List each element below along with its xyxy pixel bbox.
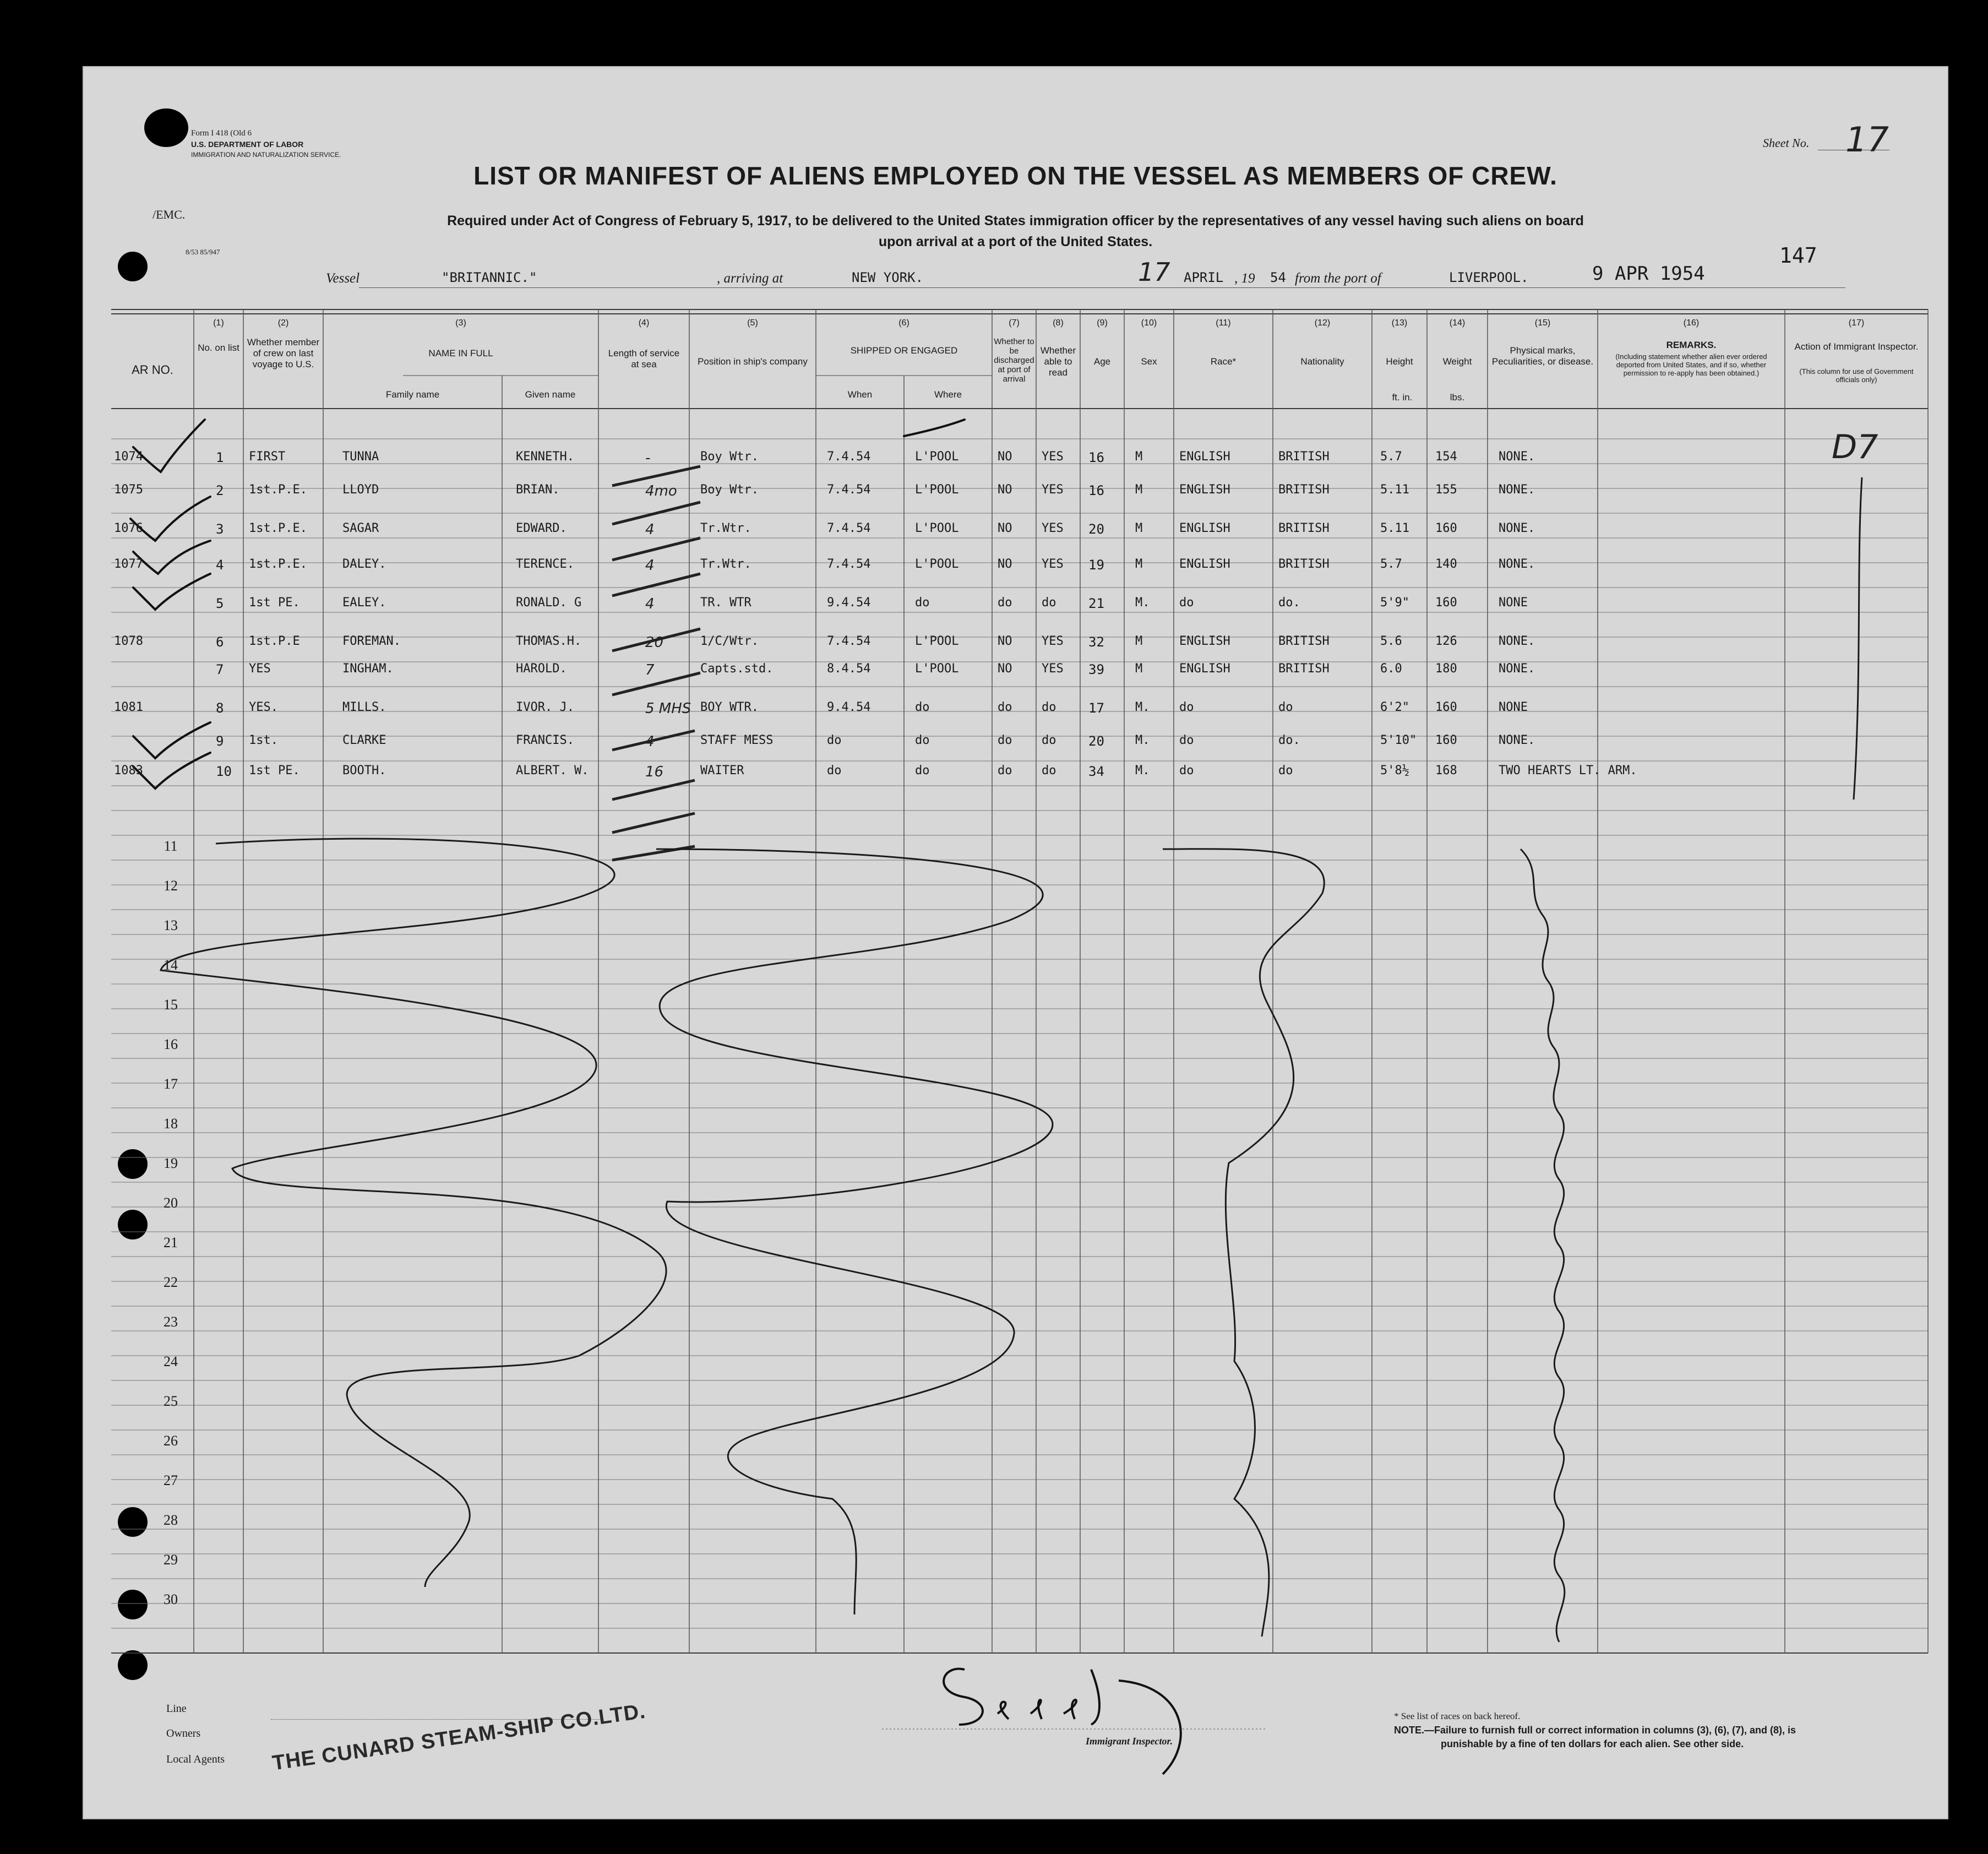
cell-when: 8.4.54 bbox=[827, 662, 871, 676]
cell-weight: 126 bbox=[1435, 634, 1457, 648]
row-number: 25 bbox=[164, 1393, 178, 1409]
cell-position: WAITER bbox=[700, 764, 744, 778]
cell-sex: M bbox=[1135, 634, 1143, 648]
header-given-name: Given name bbox=[525, 389, 576, 400]
row-number: 21 bbox=[164, 1235, 178, 1251]
cell-given: BRIAN. bbox=[516, 483, 560, 497]
cell-read: YES bbox=[1042, 450, 1064, 464]
cell-discharged: NO bbox=[998, 483, 1012, 497]
cell-no: 7 bbox=[216, 662, 224, 677]
row-number: 17 bbox=[164, 1076, 178, 1092]
cell-position: 1/C/Wtr. bbox=[700, 634, 759, 648]
vessel-name: "BRITANNIC." bbox=[442, 270, 537, 285]
cell-prev: 1st PE. bbox=[249, 596, 300, 610]
cell-read: do bbox=[1042, 733, 1056, 747]
cell-read: YES bbox=[1042, 557, 1064, 571]
header-shipped-engaged: SHIPPED OR ENGAGED bbox=[850, 345, 958, 356]
cell-given: RONALD. G bbox=[516, 596, 582, 610]
cell-weight: 160 bbox=[1435, 521, 1457, 535]
cell-sex: M. bbox=[1135, 733, 1150, 747]
cell-service: 16 bbox=[645, 764, 664, 780]
cell-marks: NONE. bbox=[1499, 634, 1535, 648]
cell-weight: 160 bbox=[1435, 733, 1457, 747]
cell-read: YES bbox=[1042, 521, 1064, 535]
cell-where: do bbox=[915, 764, 930, 778]
header-no-on-list: No. on list bbox=[198, 342, 239, 353]
cell-family: DALEY. bbox=[342, 557, 386, 571]
cell-where: L'POOL bbox=[915, 521, 959, 535]
cell-no: 6 bbox=[216, 634, 224, 650]
header-previous-voyage: Whether member of crew on last voyage to U.S. bbox=[247, 337, 320, 369]
cell-no: 4 bbox=[216, 557, 224, 573]
col-num-8: (8) bbox=[1053, 318, 1064, 328]
stamp-number: 147 bbox=[1779, 243, 1817, 268]
cell-nationality: do. bbox=[1278, 733, 1300, 747]
cell-given: ALBERT. W. bbox=[516, 764, 589, 778]
year-prefix: , 19 bbox=[1234, 271, 1255, 286]
row-number: 11 bbox=[164, 838, 178, 854]
form-id: Form I 418 (Old 6 bbox=[191, 129, 252, 138]
arrival-month: APRIL bbox=[1184, 270, 1224, 285]
row-number: 24 bbox=[164, 1353, 178, 1369]
row-number: 28 bbox=[164, 1512, 178, 1528]
cell-nationality: BRITISH bbox=[1278, 557, 1330, 571]
cell-sex: M bbox=[1135, 450, 1143, 464]
cell-height: 5.7 bbox=[1380, 450, 1402, 464]
cell-margin: 1076 bbox=[114, 521, 143, 535]
cell-where: L'POOL bbox=[915, 662, 959, 676]
cell-family: LLOYD bbox=[342, 483, 379, 497]
cell-family: CLARKE bbox=[342, 733, 386, 747]
header-family-name: Family name bbox=[385, 389, 440, 400]
department: U.S. DEPARTMENT OF LABOR bbox=[191, 140, 304, 149]
page-title: LIST OR MANIFEST OF ALIENS EMPLOYED ON THE VESSEL AS MEMBERS OF CREW. bbox=[473, 161, 1557, 190]
cell-marks: NONE. bbox=[1499, 557, 1535, 571]
cell-position: Boy Wtr. bbox=[700, 483, 759, 497]
cell-given: THOMAS.H. bbox=[516, 634, 582, 648]
cell-age: 17 bbox=[1088, 700, 1104, 716]
cell-race: ENGLISH bbox=[1179, 634, 1230, 648]
cell-race: ENGLISH bbox=[1179, 483, 1230, 497]
footer-note-penalty: NOTE.—Failure to furnish full or correct information in columns (3), (6), (7), and (8), is bbox=[1394, 1725, 1796, 1736]
subtitle-line-2: upon arrival at a port of the United States. bbox=[878, 234, 1153, 249]
cell-when: 7.4.54 bbox=[827, 450, 871, 464]
col-num-3: (3) bbox=[455, 318, 466, 328]
cell-where: L'POOL bbox=[915, 483, 959, 497]
cell-service: 20 bbox=[645, 634, 664, 651]
cell-height: 5'10" bbox=[1380, 733, 1417, 747]
col-num-2: (2) bbox=[277, 318, 289, 328]
cell-race: ENGLISH bbox=[1179, 450, 1230, 464]
row-number: 20 bbox=[164, 1195, 178, 1211]
cell-no: 5 bbox=[216, 596, 224, 611]
cell-family: BOOTH. bbox=[342, 764, 386, 778]
service-name: IMMIGRATION AND NATURALIZATION SERVICE. bbox=[191, 151, 341, 159]
cell-sex: M bbox=[1135, 483, 1143, 497]
cell-family: INGHAM. bbox=[342, 662, 394, 676]
cell-nationality: BRITISH bbox=[1278, 662, 1330, 676]
cell-service: 5 MHS bbox=[645, 700, 691, 717]
cell-position: TR. WTR bbox=[700, 596, 751, 610]
cell-sex: M. bbox=[1135, 596, 1150, 610]
header-discharged: Whether to be discharged at port of arrival bbox=[994, 337, 1034, 384]
header-remarks: REMARKS. bbox=[1666, 340, 1717, 350]
cell-prev: 1st.P.E. bbox=[249, 483, 307, 497]
cell-age: 21 bbox=[1088, 596, 1104, 611]
cell-margin: 1081 bbox=[114, 700, 143, 714]
cell-given: TERENCE. bbox=[516, 557, 574, 571]
header-able-to-read: Whether able to read bbox=[1040, 345, 1076, 378]
col-num-7: (7) bbox=[1009, 318, 1020, 328]
cell-when: 7.4.54 bbox=[827, 634, 871, 648]
cell-prev: 1st PE. bbox=[249, 764, 300, 778]
cell-marks: NONE. bbox=[1499, 450, 1535, 464]
header-weight: Weight bbox=[1442, 356, 1472, 367]
col-num-13: (13) bbox=[1391, 318, 1408, 328]
row-number: 16 bbox=[164, 1036, 178, 1052]
row-number: 22 bbox=[164, 1274, 178, 1290]
cell-age: 39 bbox=[1088, 662, 1104, 677]
cell-weight: 160 bbox=[1435, 596, 1457, 610]
cell-height: 5.11 bbox=[1380, 521, 1409, 535]
inspector-mark: D7 bbox=[1832, 428, 1878, 466]
cell-margin: 1077 bbox=[114, 557, 143, 571]
cell-height: 5'8½ bbox=[1380, 764, 1409, 778]
cell-height: 5'9" bbox=[1380, 596, 1409, 610]
cell-position: Boy Wtr. bbox=[700, 450, 759, 464]
cell-race: ENGLISH bbox=[1179, 662, 1230, 676]
cell-discharged: NO bbox=[998, 521, 1012, 535]
row-number: 12 bbox=[164, 878, 178, 894]
cell-discharged: NO bbox=[998, 634, 1012, 648]
cell-height: 5.11 bbox=[1380, 483, 1409, 497]
cell-weight: 180 bbox=[1435, 662, 1457, 676]
manifest-sheet bbox=[83, 66, 1948, 1819]
vessel-label: Vessel bbox=[326, 271, 360, 286]
arrival-year: 54 bbox=[1270, 270, 1286, 285]
col-num-14: (14) bbox=[1449, 318, 1466, 328]
cell-where: do bbox=[915, 733, 930, 747]
print-code: 8/53 85/947 bbox=[186, 248, 220, 256]
company-stamp: THE CUNARD STEAM-SHIP CO.LTD. bbox=[271, 1699, 647, 1775]
cell-sex: M. bbox=[1135, 700, 1150, 714]
cell-age: 16 bbox=[1088, 483, 1104, 498]
cell-when: do bbox=[827, 733, 842, 747]
cell-height: 5.6 bbox=[1380, 634, 1402, 648]
cell-nationality: BRITISH bbox=[1278, 634, 1330, 648]
cell-nationality: do. bbox=[1278, 596, 1300, 610]
header-position: Position in ship's company bbox=[698, 356, 808, 367]
cell-margin: 1078 bbox=[114, 634, 143, 648]
margin-label: AR NO. bbox=[132, 363, 173, 377]
sheet-label: Sheet No. bbox=[1763, 136, 1810, 150]
cell-age: 19 bbox=[1088, 557, 1104, 573]
col-num-4: (4) bbox=[638, 318, 650, 328]
cell-marks: NONE bbox=[1499, 700, 1528, 714]
cell-read: do bbox=[1042, 700, 1056, 714]
header-nationality: Nationality bbox=[1300, 356, 1344, 367]
cell-service: - bbox=[645, 450, 651, 466]
sheet-number: 17 bbox=[1845, 119, 1889, 160]
cell-no: 1 bbox=[216, 450, 224, 465]
cell-no: 9 bbox=[216, 733, 224, 749]
cell-marks: TWO HEARTS LT. ARM. bbox=[1499, 764, 1637, 778]
cell-when: 7.4.54 bbox=[827, 521, 871, 535]
cell-prev: FIRST bbox=[249, 450, 286, 464]
cell-race: ENGLISH bbox=[1179, 557, 1230, 571]
cell-weight: 154 bbox=[1435, 450, 1457, 464]
cell-margin: 1075 bbox=[114, 483, 143, 497]
cell-age: 32 bbox=[1088, 634, 1104, 650]
col-num-9: (9) bbox=[1097, 318, 1108, 328]
footer-owners-label: Owners bbox=[166, 1727, 201, 1739]
cell-given: HAROLD. bbox=[516, 662, 567, 676]
cell-race: do bbox=[1179, 764, 1194, 778]
cell-service: 4 bbox=[645, 521, 655, 538]
col-num-1: (1) bbox=[213, 318, 224, 328]
cell-weight: 160 bbox=[1435, 700, 1457, 714]
header-weight-units: lbs. bbox=[1450, 392, 1465, 403]
cell-nationality: do bbox=[1278, 764, 1293, 778]
cell-service: 4 bbox=[645, 733, 655, 750]
cell-race: do bbox=[1179, 700, 1194, 714]
cell-discharged: do bbox=[998, 596, 1012, 610]
office-code: /EMC. bbox=[152, 208, 186, 221]
header-length-of-service: Length of service at sea bbox=[608, 348, 680, 369]
cell-family: FOREMAN. bbox=[342, 634, 401, 648]
cell-age: 20 bbox=[1088, 521, 1104, 537]
header-remarks-note: (Including statement whether alien ever ordered deported from United States, and if so, whether permission to re-apply has been obtained.) bbox=[1615, 352, 1767, 377]
cell-nationality: BRITISH bbox=[1278, 483, 1330, 497]
cell-margin: 1083 bbox=[114, 764, 143, 778]
header-inspector-action: Action of Immigrant Inspector. bbox=[1794, 341, 1919, 352]
cell-discharged: do bbox=[998, 733, 1012, 747]
col-num-15: (15) bbox=[1534, 318, 1551, 328]
cell-prev: YES. bbox=[249, 700, 278, 714]
cell-no: 2 bbox=[216, 483, 224, 498]
cell-discharged: do bbox=[998, 764, 1012, 778]
cell-discharged: do bbox=[998, 700, 1012, 714]
cell-read: YES bbox=[1042, 483, 1064, 497]
cell-race: do bbox=[1179, 596, 1194, 610]
cell-family: TUNNA bbox=[342, 450, 379, 464]
row-number: 18 bbox=[164, 1116, 178, 1132]
cell-discharged: NO bbox=[998, 557, 1012, 571]
cell-where: L'POOL bbox=[915, 450, 959, 464]
cell-service: 4mo bbox=[645, 483, 677, 499]
departure-port: LIVERPOOL. bbox=[1449, 270, 1529, 285]
cell-given: FRANCIS. bbox=[516, 733, 574, 747]
cell-no: 3 bbox=[216, 521, 224, 537]
table-grid bbox=[84, 67, 1947, 1818]
arrival-day: 17 bbox=[1138, 257, 1170, 287]
col-num-12: (12) bbox=[1314, 318, 1331, 328]
date-stamp: 9 APR 1954 bbox=[1592, 263, 1705, 285]
row-number: 23 bbox=[164, 1314, 178, 1330]
header-sex: Sex bbox=[1141, 356, 1157, 367]
cell-weight: 168 bbox=[1435, 764, 1457, 778]
cell-marks: NONE. bbox=[1499, 521, 1535, 535]
header-when: When bbox=[847, 389, 873, 400]
cell-where: do bbox=[915, 596, 930, 610]
cell-nationality: BRITISH bbox=[1278, 450, 1330, 464]
cell-position: Tr.Wtr. bbox=[700, 521, 751, 535]
cell-where: L'POOL bbox=[915, 634, 959, 648]
arrival-port: NEW YORK. bbox=[852, 270, 924, 285]
header-where: Where bbox=[934, 389, 962, 400]
col-num-17: (17) bbox=[1848, 318, 1865, 328]
cell-prev: 1st.P.E. bbox=[249, 557, 307, 571]
cell-age: 20 bbox=[1088, 733, 1104, 749]
header-height: Height bbox=[1386, 356, 1413, 367]
cell-where: L'POOL bbox=[915, 557, 959, 571]
cell-discharged: NO bbox=[998, 662, 1012, 676]
cell-height: 6'2" bbox=[1380, 700, 1409, 714]
cell-race: do bbox=[1179, 733, 1194, 747]
cell-when: do bbox=[827, 764, 842, 778]
cell-marks: NONE. bbox=[1499, 483, 1535, 497]
cell-no: 8 bbox=[216, 700, 224, 716]
header-physical-marks: Physical marks, Peculiarities, or disease. bbox=[1491, 345, 1594, 367]
cell-race: ENGLISH bbox=[1179, 521, 1230, 535]
cell-where: do bbox=[915, 700, 930, 714]
cell-when: 7.4.54 bbox=[827, 557, 871, 571]
row-number: 26 bbox=[164, 1433, 178, 1449]
header-name-in-full: NAME IN FULL bbox=[428, 348, 493, 358]
cell-when: 7.4.54 bbox=[827, 483, 871, 497]
header-race: Race* bbox=[1210, 356, 1237, 367]
cell-when: 9.4.54 bbox=[827, 596, 871, 610]
row-number: 15 bbox=[164, 997, 178, 1013]
cell-margin: 1074 bbox=[114, 450, 143, 464]
cell-height: 6.0 bbox=[1380, 662, 1402, 676]
cell-position: Capts.std. bbox=[700, 662, 774, 676]
cell-age: 34 bbox=[1088, 764, 1104, 779]
header-age: Age bbox=[1093, 356, 1111, 367]
col-num-11: (11) bbox=[1216, 318, 1231, 328]
cell-service: 4 bbox=[645, 596, 655, 612]
cell-position: Tr.Wtr. bbox=[700, 557, 751, 571]
row-number: 27 bbox=[164, 1472, 178, 1488]
header-inspector-note: (This column for use of Government officials only) bbox=[1799, 367, 1914, 384]
cell-marks: NONE. bbox=[1499, 662, 1535, 676]
cell-prev: 1st. bbox=[249, 733, 278, 747]
cell-prev: YES bbox=[249, 662, 271, 676]
cell-family: SAGAR bbox=[342, 521, 379, 535]
col-num-5: (5) bbox=[747, 318, 758, 328]
cell-sex: M bbox=[1135, 557, 1143, 571]
from-port-label: from the port of bbox=[1295, 271, 1381, 286]
col-num-16: (16) bbox=[1683, 318, 1700, 328]
cell-position: STAFF MESS bbox=[700, 733, 774, 747]
cell-family: MILLS. bbox=[342, 700, 386, 714]
row-number: 30 bbox=[164, 1591, 178, 1607]
cell-when: 9.4.54 bbox=[827, 700, 871, 714]
cell-nationality: BRITISH bbox=[1278, 521, 1330, 535]
inspector-label: Immigrant Inspector. bbox=[1086, 1736, 1173, 1747]
header-height-units: ft. in. bbox=[1392, 392, 1413, 403]
cell-service: 4 bbox=[645, 557, 655, 574]
cell-read: do bbox=[1042, 596, 1056, 610]
footer-note-penalty-2: punishable by a fine of ten dollars for each alien. See other side. bbox=[1441, 1738, 1744, 1749]
cell-prev: 1st.P.E bbox=[249, 634, 300, 648]
cell-given: EDWARD. bbox=[516, 521, 567, 535]
row-number: 19 bbox=[164, 1155, 178, 1171]
cell-read: YES bbox=[1042, 662, 1064, 676]
cell-discharged: NO bbox=[998, 450, 1012, 464]
footer-agents-label: Local Agents bbox=[166, 1753, 225, 1765]
cell-given: IVOR. J. bbox=[516, 700, 574, 714]
cell-weight: 140 bbox=[1435, 557, 1457, 571]
row-number: 29 bbox=[164, 1552, 178, 1568]
cell-sex: M bbox=[1135, 662, 1143, 676]
cell-no: 10 bbox=[216, 764, 232, 779]
cell-given: KENNETH. bbox=[516, 450, 574, 464]
cell-nationality: do bbox=[1278, 700, 1293, 714]
cell-marks: NONE. bbox=[1499, 733, 1535, 747]
row-number: 13 bbox=[164, 917, 178, 933]
cell-family: EALEY. bbox=[342, 596, 386, 610]
cell-weight: 155 bbox=[1435, 483, 1457, 497]
cell-read: do bbox=[1042, 764, 1056, 778]
row-number: 14 bbox=[164, 957, 178, 973]
cell-age: 16 bbox=[1088, 450, 1104, 465]
cell-prev: 1st.P.E. bbox=[249, 521, 307, 535]
cell-sex: M bbox=[1135, 521, 1143, 535]
cell-read: YES bbox=[1042, 634, 1064, 648]
col-num-6: (6) bbox=[898, 318, 909, 328]
cell-service: 7 bbox=[645, 662, 655, 678]
subtitle-line-1: Required under Act of Congress of February 5, 1917, to be delivered to the United States immigration officer by the representatives of any vessel having such aliens on board bbox=[447, 213, 1584, 229]
col-num-10: (10) bbox=[1141, 318, 1157, 328]
cell-height: 5.7 bbox=[1380, 557, 1402, 571]
footer-line-label: Line bbox=[166, 1703, 187, 1715]
cell-marks: NONE bbox=[1499, 596, 1528, 610]
arriving-label: , arriving at bbox=[717, 271, 783, 286]
cell-position: BOY WTR. bbox=[700, 700, 759, 714]
cell-sex: M. bbox=[1135, 764, 1150, 778]
footer-note-races: * See list of races on back hereof. bbox=[1394, 1711, 1521, 1721]
